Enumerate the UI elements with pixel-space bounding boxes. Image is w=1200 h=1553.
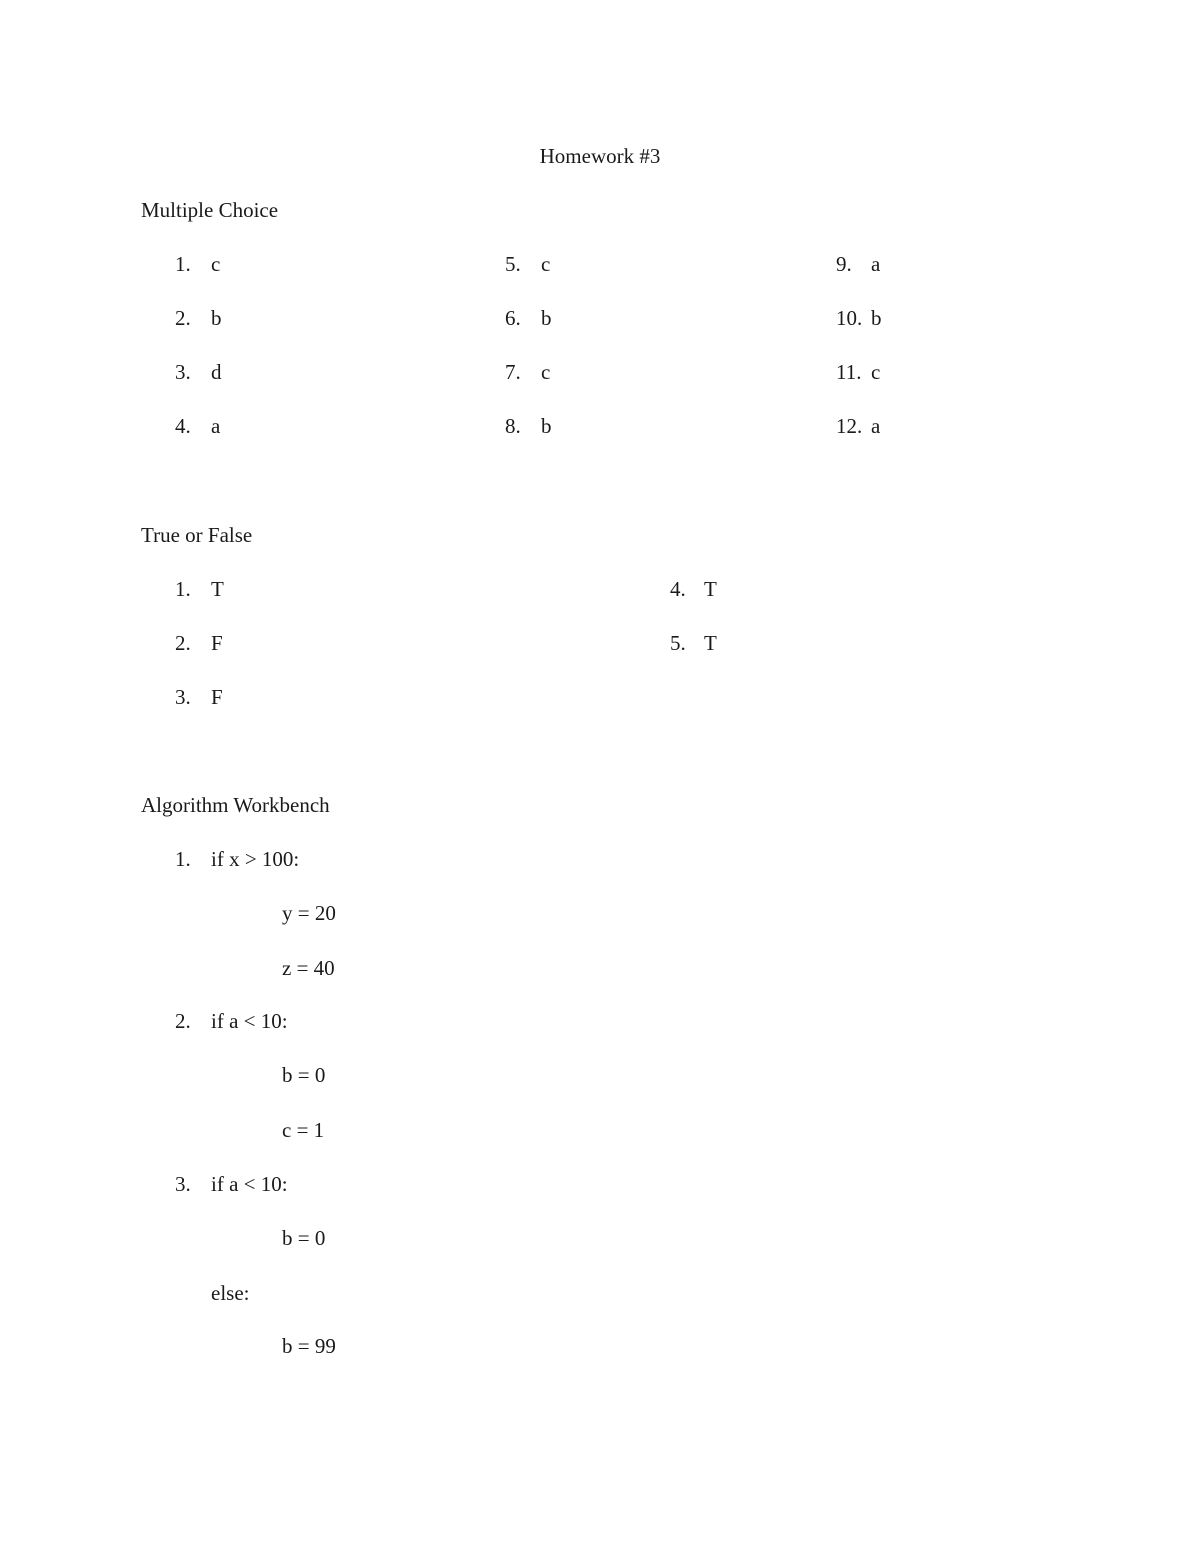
tf-item-answer: F bbox=[211, 631, 223, 655]
mc-item-number: 4. bbox=[175, 414, 191, 438]
code-line: c = 1 bbox=[282, 1118, 325, 1142]
mc-item-number: 11. bbox=[836, 360, 862, 384]
code-line: if a < 10: bbox=[211, 1009, 288, 1033]
code-line: b = 0 bbox=[282, 1063, 326, 1087]
mc-item-answer: b bbox=[871, 306, 882, 330]
mc-item-number: 9. bbox=[836, 252, 852, 276]
code-line: else: bbox=[211, 1281, 250, 1305]
tf-item-number: 2. bbox=[175, 631, 191, 655]
mc-item-number: 12. bbox=[836, 414, 863, 438]
code-line: b = 0 bbox=[282, 1226, 326, 1250]
mc-item-number: 8. bbox=[505, 414, 521, 438]
mc-item-number: 10. bbox=[836, 306, 863, 330]
algo-item-number: 2. bbox=[175, 1009, 191, 1033]
mc-item-answer: c bbox=[541, 360, 551, 384]
page-title: Homework #3 bbox=[539, 144, 661, 168]
algo-item-number: 1. bbox=[175, 847, 191, 871]
tf-item-number: 5. bbox=[670, 631, 686, 655]
tf-item-number: 1. bbox=[175, 577, 191, 601]
mc-item-answer: b bbox=[541, 306, 552, 330]
tf-item-answer: T bbox=[704, 577, 717, 601]
algo-item-number: 3. bbox=[175, 1172, 191, 1196]
mc-item-answer: c bbox=[871, 360, 881, 384]
tf-item-number: 3. bbox=[175, 685, 191, 709]
mc-item-number: 7. bbox=[505, 360, 521, 384]
mc-item-number: 1. bbox=[175, 252, 191, 276]
mc-item-answer: b bbox=[211, 306, 222, 330]
code-line: b = 99 bbox=[282, 1334, 336, 1358]
code-line: if a < 10: bbox=[211, 1172, 288, 1196]
mc-item-answer: c bbox=[211, 252, 221, 276]
code-line: y = 20 bbox=[282, 901, 336, 925]
mc-item-answer: d bbox=[211, 360, 222, 384]
mc-item-number: 5. bbox=[505, 252, 521, 276]
mc-item-answer: a bbox=[871, 252, 881, 276]
code-line: z = 40 bbox=[282, 956, 335, 980]
algorithm-heading: Algorithm Workbench bbox=[141, 793, 330, 817]
mc-item-number: 2. bbox=[175, 306, 191, 330]
mc-item-number: 3. bbox=[175, 360, 191, 384]
tf-item-answer: T bbox=[704, 631, 717, 655]
mc-item-number: 6. bbox=[505, 306, 521, 330]
mc-item-answer: b bbox=[541, 414, 552, 438]
code-line: if x > 100: bbox=[211, 847, 300, 871]
tf-item-answer: F bbox=[211, 685, 223, 709]
mc-item-answer: a bbox=[871, 414, 881, 438]
tf-item-number: 4. bbox=[670, 577, 686, 601]
true-false-heading: True or False bbox=[141, 523, 253, 547]
multiple-choice-heading: Multiple Choice bbox=[141, 198, 279, 222]
mc-item-answer: c bbox=[541, 252, 551, 276]
tf-item-answer: T bbox=[211, 577, 224, 601]
mc-item-answer: a bbox=[211, 414, 221, 438]
